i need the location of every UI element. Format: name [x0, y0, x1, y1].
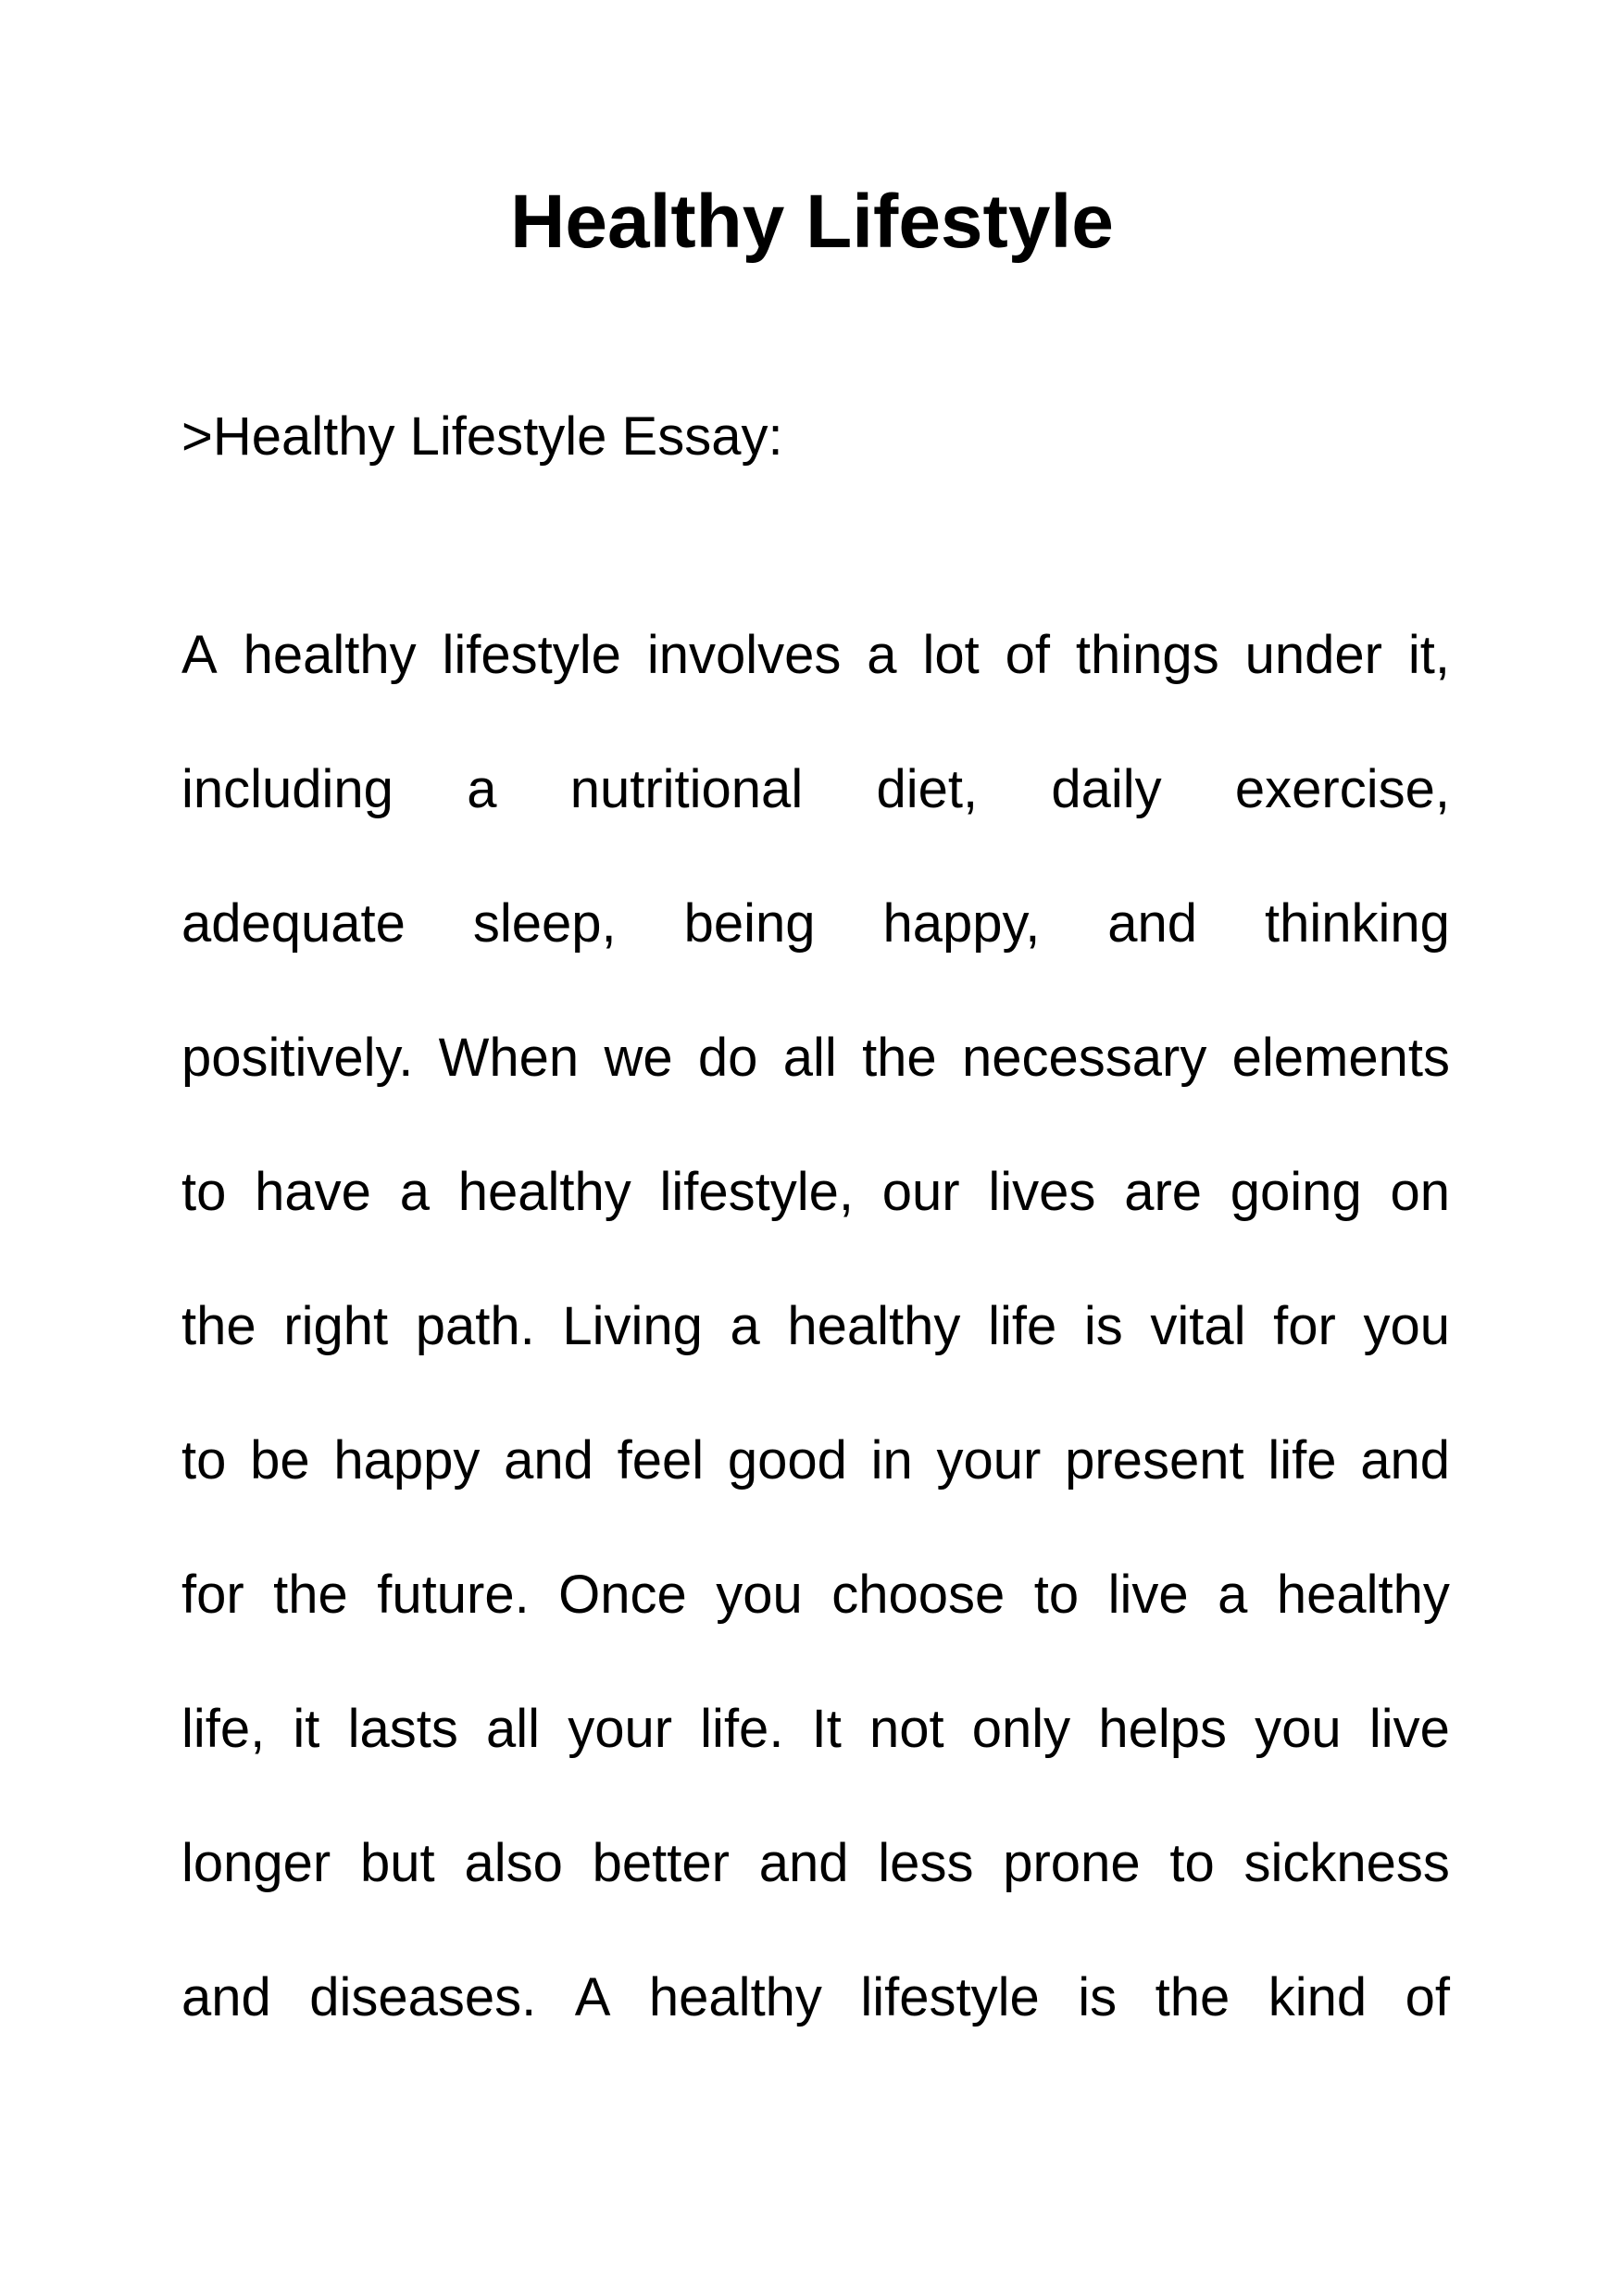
paragraph-line — [181, 753, 1450, 887]
word: also — [464, 1833, 563, 1893]
word: future. — [377, 1565, 530, 1625]
word: happy — [333, 1430, 481, 1491]
word: life — [1268, 1430, 1337, 1491]
word: be — [250, 1430, 310, 1491]
word: lot — [922, 625, 980, 685]
word: healthy — [243, 625, 417, 685]
word: not — [868, 1699, 944, 1759]
word: your — [936, 1430, 1042, 1491]
word: our — [881, 1162, 960, 1222]
essay-body — [181, 618, 1450, 2095]
word: live — [1368, 1699, 1450, 1759]
word: live — [1107, 1565, 1189, 1625]
word: life, — [181, 1699, 266, 1759]
word: for — [181, 1565, 244, 1625]
word: a — [867, 625, 897, 685]
word: is — [1083, 1296, 1123, 1356]
word: vital — [1150, 1296, 1246, 1356]
word: all — [782, 1028, 837, 1088]
word: do — [697, 1028, 758, 1088]
paragraph-line — [181, 1961, 1450, 2095]
word: daily — [1051, 759, 1162, 819]
word: a — [467, 759, 497, 819]
word: right — [283, 1296, 389, 1356]
word: diseases. — [309, 1967, 537, 2027]
word: good — [727, 1430, 847, 1491]
word: happy, — [882, 893, 1041, 954]
word: and — [181, 1967, 271, 2027]
word: exercise, — [1234, 759, 1450, 819]
word: nutritional — [569, 759, 804, 819]
word: A — [574, 1967, 611, 2027]
word: you — [1363, 1296, 1450, 1356]
word: a — [399, 1162, 430, 1222]
word: only — [971, 1699, 1071, 1759]
word: A — [181, 625, 218, 685]
word: less — [878, 1833, 974, 1893]
word: under — [1244, 625, 1382, 685]
word: kind — [1268, 1967, 1368, 2027]
word: Living — [562, 1296, 703, 1356]
word: the — [1155, 1967, 1230, 2027]
word: but — [360, 1833, 435, 1893]
word: of — [1005, 625, 1051, 685]
word: lifestyle — [442, 625, 621, 685]
word: lasts — [347, 1699, 458, 1759]
word: prone — [1003, 1833, 1141, 1893]
paragraph-line — [181, 887, 1450, 1021]
paragraph-line — [181, 1424, 1450, 1558]
word: adequate — [181, 893, 406, 954]
word: helps — [1098, 1699, 1227, 1759]
word: choose — [831, 1565, 1006, 1625]
word: better — [592, 1833, 730, 1893]
word: diet, — [876, 759, 979, 819]
word: path. — [415, 1296, 535, 1356]
word: When — [438, 1028, 580, 1088]
paragraph-line — [181, 1290, 1450, 1424]
word: are — [1124, 1162, 1203, 1222]
word: thinking — [1265, 893, 1450, 954]
word: your — [568, 1699, 673, 1759]
word: healthy — [457, 1162, 631, 1222]
word: lifestyle, — [659, 1162, 855, 1222]
word: we — [604, 1028, 673, 1088]
word: a — [730, 1296, 760, 1356]
word: the — [181, 1296, 256, 1356]
word: necessary — [962, 1028, 1207, 1088]
paragraph-line — [181, 1155, 1450, 1290]
word: to — [1169, 1833, 1215, 1893]
word: involves — [646, 625, 842, 685]
word: longer — [181, 1833, 331, 1893]
document-title: Healthy Lifestyle — [510, 180, 1114, 264]
word: sleep, — [472, 893, 617, 954]
word: it, — [1407, 625, 1450, 685]
word: It — [811, 1699, 842, 1759]
word: you — [716, 1565, 803, 1625]
word: and — [758, 1833, 849, 1893]
word: healthy — [648, 1967, 822, 2027]
word: in — [870, 1430, 913, 1491]
word: elements — [1231, 1028, 1450, 1088]
paragraph-line — [181, 1827, 1450, 1961]
word: things — [1075, 625, 1219, 685]
word: lives — [988, 1162, 1096, 1222]
paragraph-line — [181, 618, 1450, 753]
paragraph-line — [181, 1558, 1450, 1692]
essay-subheading: >Healthy Lifestyle Essay: — [181, 406, 783, 467]
word: feel — [617, 1430, 705, 1491]
paragraph-line — [181, 1692, 1450, 1827]
word: to — [181, 1430, 227, 1491]
word: and — [504, 1430, 593, 1491]
word: on — [1390, 1162, 1450, 1222]
word: to — [181, 1162, 227, 1222]
word: including — [181, 759, 394, 819]
word: and — [1360, 1430, 1450, 1491]
word: life. — [700, 1699, 784, 1759]
word: is — [1078, 1967, 1118, 2027]
word: the — [862, 1028, 937, 1088]
word: healthy — [787, 1296, 961, 1356]
word: the — [273, 1565, 348, 1625]
word: life — [988, 1296, 1057, 1356]
word: lifestyle — [860, 1967, 1040, 2027]
word: you — [1255, 1699, 1342, 1759]
word: Once — [558, 1565, 687, 1625]
word: it — [293, 1699, 320, 1759]
word: positively. — [181, 1028, 414, 1088]
word: to — [1033, 1565, 1080, 1625]
word: for — [1273, 1296, 1336, 1356]
word: of — [1405, 1967, 1450, 2027]
word: going — [1230, 1162, 1362, 1222]
word: present — [1065, 1430, 1244, 1491]
word: and — [1107, 893, 1198, 954]
word: sickness — [1243, 1833, 1450, 1893]
word: a — [1218, 1565, 1248, 1625]
paragraph-line — [181, 1021, 1450, 1155]
word: have — [255, 1162, 371, 1222]
word: all — [486, 1699, 541, 1759]
word: being — [683, 893, 816, 954]
word: healthy — [1276, 1565, 1450, 1625]
